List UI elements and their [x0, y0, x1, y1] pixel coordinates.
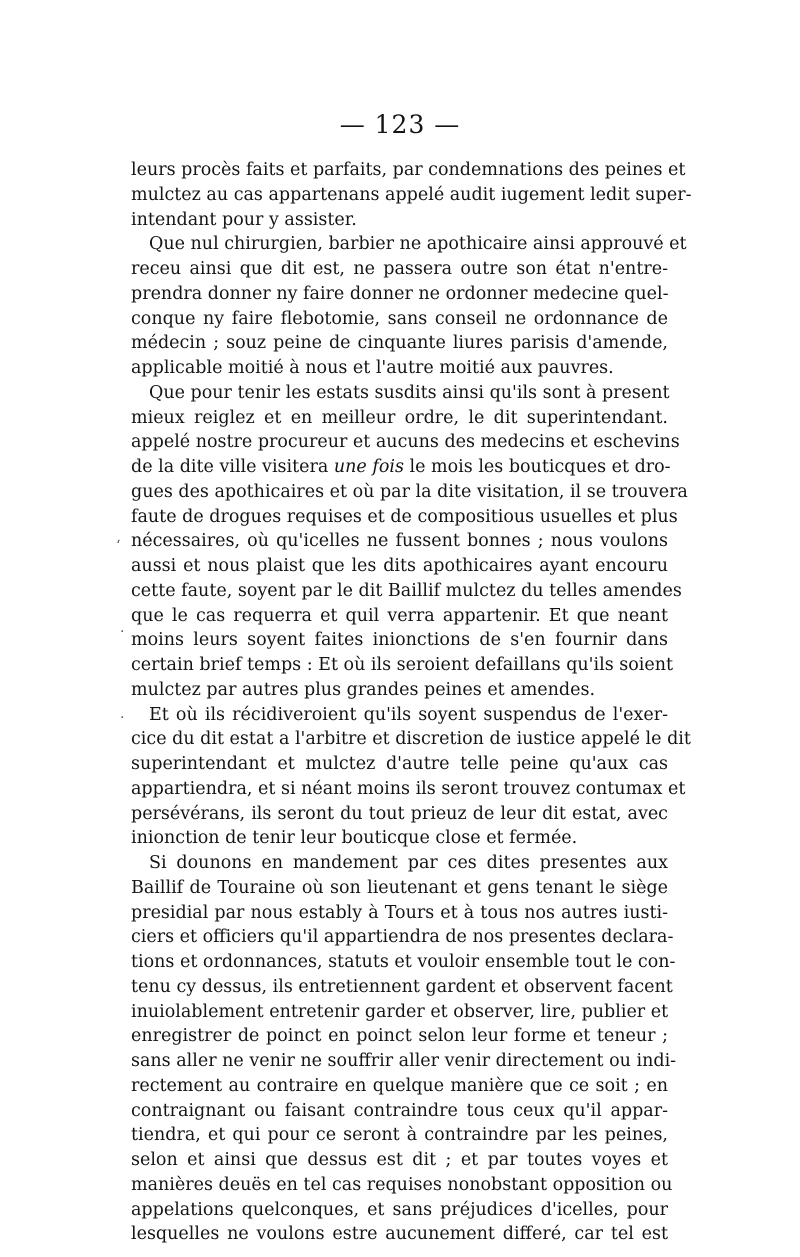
text-line: receu ainsi que dit est, ne passera outre son état n'entre- — [131, 259, 668, 279]
text-line: appartiendra, et si néant moins ils seront trouvez contumax et — [131, 778, 686, 799]
text-line: Si dounons en mandement par ces dites presentes aux — [149, 853, 668, 873]
text-line: médecin ; souz peine de cinquante liures parisis d'amende, — [131, 333, 668, 354]
text-segment: le mois les bouticques et dro- — [409, 457, 671, 477]
text-line: appelations quelconques, et sans préjudices d'icelles, pour — [131, 1199, 668, 1220]
margin-mark: · — [120, 710, 125, 726]
text-line: lesquelles ne voulons estre aucunement differé, car tel est — [131, 1224, 668, 1245]
text-line: gues des apothicaires et où par la dite visitation, il se trouvera — [131, 481, 688, 502]
text-line: tions et ordonnances, statuts et vouloir ensemble tout le con- — [131, 952, 676, 972]
text-line: inionction de tenir leur bouticque close et fermée. — [131, 828, 578, 849]
text-line: leurs procès faits et parfaits, par condemnations des peines et — [131, 160, 686, 180]
margin-mark: · — [120, 624, 125, 640]
text-line: applicable moitié à nous et l'autre moitié aux pauvres. — [131, 358, 614, 378]
text-line: enregistrer de poinct en poinct selon leur forme et teneur ; — [131, 1026, 668, 1047]
text-line: rectement au contraire en quelque manière que ce soit ; en — [131, 1075, 668, 1096]
text-line: cette faute, soyent par le dit Baillif mulctez du telles amendes — [131, 580, 682, 601]
text-line: mieux reiglez et en meilleur ordre, le dit superintendant. — [131, 407, 668, 428]
text-line: intendant pour y assister. — [131, 209, 357, 230]
text-line: conque ny faire flebotomie, sans conseil ne ordonnance de — [131, 308, 668, 329]
text-line: manières deuës en tel cas requises nonobstant opposition ou — [131, 1174, 673, 1195]
text-line: nécessaires, où qu'icelles ne fussent bonnes ; nous voulons — [131, 531, 668, 552]
text-line — [131, 455, 671, 480]
text-line: aussi et nous plaist que les dits apothicaires ayant encouru — [131, 556, 668, 576]
text-line: moins leurs soyent faites inionctions de s'en fournir dans — [131, 630, 668, 651]
text-line: sans aller ne venir ne souffrir aller venir directement ou indi- — [131, 1051, 677, 1071]
text-line: Que pour tenir les estats susdits ainsi qu'ils sont à present — [149, 382, 670, 403]
text-line: contraignant ou faisant contraindre tous ceux qu'il appar- — [131, 1100, 668, 1121]
text-line: ciers et officiers qu'il appartiendra de nos presentes declara- — [131, 927, 674, 948]
text-line: superintendant et mulctez d'autre telle peine qu'aux cas — [131, 754, 668, 774]
text-line: persévérans, ils seront du tout prieuz de leur dit estat, avec — [131, 803, 668, 824]
text-line: mulctez par autres plus grandes peines et amendes. — [131, 679, 596, 700]
text-line: tenu cy dessus, ils entretiennent gardent et observent facent — [131, 976, 673, 997]
page-number: — 123 — — [339, 110, 461, 139]
text-line: inuiolablement entretenir garder et observer, lire, publier et — [131, 1001, 669, 1022]
margin-mark: ‘ — [116, 538, 121, 554]
body-text — [131, 158, 692, 1247]
text-line: que le cas requerra et quil verra appartenir. Et que neant — [131, 605, 668, 626]
text-line: Baillif de Touraine où son lieutenant et gens tenant le siège — [131, 877, 668, 898]
text-line: Et où ils récidiveroient qu'ils soyent suspendus de l'exer- — [149, 704, 668, 725]
text-line: certain brief temps : Et où ils seroient defaillans qu'ils soient — [131, 655, 674, 675]
text-line: mulctez au cas appartenans appelé audit iugement ledit super- — [131, 184, 692, 205]
text-line: cice du dit estat a l'arbitre et discretion de iustice appelé le dit — [131, 729, 691, 750]
text-line: appelé nostre procureur et aucuns des medecins et eschevins — [131, 432, 680, 453]
text-line: selon et ainsi que dessus est dit ; et par toutes voyes et — [131, 1150, 668, 1170]
text-segment: de la dite ville visitera — [131, 457, 329, 477]
text-line: tiendra, et qui pour ce seront à contraindre par les peines, — [131, 1125, 668, 1146]
text-line: faute de drogues requises et de compositious usuelles et plus — [131, 506, 678, 527]
text-line: Que nul chirurgien, barbier ne apothicaire ainsi approuvé et — [149, 234, 687, 255]
italic-phrase: une fois — [333, 457, 404, 477]
text-line: prendra donner ny faire donner ne ordonner medecine quel- — [131, 283, 669, 304]
text-line: presidial par nous estably à Tours et à tous nos autres iusti- — [131, 902, 668, 923]
